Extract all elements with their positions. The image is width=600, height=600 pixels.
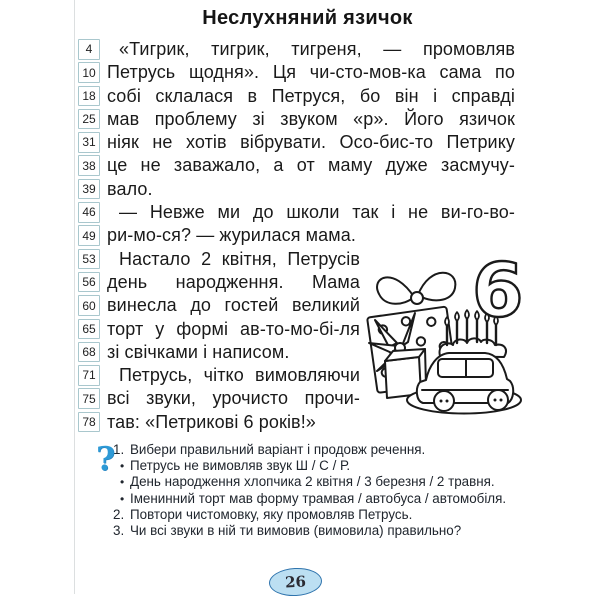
word-count-cell: 18 xyxy=(78,86,100,107)
word-count-cell: 46 xyxy=(78,202,100,223)
question-text: Вибери правильний варіант і продовж речення. xyxy=(130,442,426,457)
line-art-drawing xyxy=(362,250,526,420)
word-count-cell: 56 xyxy=(78,272,100,293)
word-count-cell: 10 xyxy=(78,62,100,83)
passage-line: винесла до гостей великий xyxy=(107,295,360,316)
word-count-cell: 60 xyxy=(78,295,100,316)
word-count-cell: 78 xyxy=(78,412,100,433)
page-number: 26 xyxy=(284,572,307,592)
question-option xyxy=(113,474,573,490)
passage-line: вало. xyxy=(107,178,153,199)
question-item xyxy=(113,442,573,458)
word-count-cell: 71 xyxy=(78,365,100,386)
question-number: 2. xyxy=(113,506,125,522)
question-number: 1. xyxy=(113,442,125,457)
question-text: День народження хлопчика 2 квітня / 3 березня / 2 травня. xyxy=(130,474,495,490)
passage-line: Настало 2 квітня, Петрусів xyxy=(119,248,360,269)
page-title: Неслухняний язичок xyxy=(202,7,413,29)
passage-line: Петрусь щодня». Ця чи-сто-мов-ка сама по xyxy=(107,62,515,83)
word-count-cell: 53 xyxy=(78,249,100,270)
question-item xyxy=(113,523,573,539)
questions-block xyxy=(96,439,573,539)
page-number-badge xyxy=(268,567,322,598)
bullet-icon: • xyxy=(120,475,125,490)
passage-line: — Невже ми до школи так і не ви-го-во- xyxy=(119,202,515,223)
question-text: Петрусь не вимовляв звук Ш / С / Р. xyxy=(130,458,351,474)
passage-line: зі свічками і написом. xyxy=(107,341,290,362)
question-option xyxy=(113,491,573,507)
word-count-cell: 4 xyxy=(78,39,100,60)
question-option xyxy=(113,458,573,474)
question-mark-icon: ? xyxy=(96,439,116,478)
passage-line: всі звуки, урочисто прочи- xyxy=(107,388,360,409)
question-text: Повтори чистомовку, яку промовляв Петрусь. xyxy=(130,506,413,522)
word-count-cell: 75 xyxy=(78,388,100,409)
word-count-cell: 39 xyxy=(78,179,100,200)
word-count-cell: 68 xyxy=(78,342,100,363)
passage-line: «Тигрик, тигрик, тигреня, — промовляв xyxy=(119,39,515,59)
word-count-cell: 49 xyxy=(78,225,100,246)
question-item xyxy=(113,507,573,523)
passage-line: це не заважало, а от маму дуже засмучу- xyxy=(107,155,515,176)
numeral-6: 6 xyxy=(472,250,524,334)
question-text: Чи всі звуки в ній ти вимовив (вимовила) правильно? xyxy=(130,522,462,538)
passage-line: собі склалася в Петруся, бо він і справді xyxy=(107,85,515,106)
page-left-edge xyxy=(74,0,75,594)
passage-line: тав: «Петрикові 6 років!» xyxy=(107,411,316,432)
bullet-icon: • xyxy=(120,491,125,506)
word-count-cell: 25 xyxy=(78,109,100,130)
word-count-cell: 31 xyxy=(78,132,100,153)
passage-line: Петрусь, чітко вимовляючи xyxy=(119,365,360,386)
bullet-icon: • xyxy=(120,459,125,474)
question-text: Іменинний торт мав форму трамвая / автобуса / автомобіля. xyxy=(130,490,507,506)
question-number: 3. xyxy=(113,522,125,538)
birthday-cake-car-illustration xyxy=(362,250,526,420)
word-count-cell: 38 xyxy=(78,155,100,176)
passage-line: мав проблему зі звуком «р». Його язичок xyxy=(107,108,515,129)
passage-line: ніяк не хотів вібрувати. Осо-бис-то Петрику xyxy=(107,132,515,153)
passage-line: торт у формі ав-то-мо-бі-ля xyxy=(107,318,360,339)
passage-line: день народження. Мама xyxy=(107,271,360,292)
word-count-cell: 65 xyxy=(78,319,100,340)
word-count-column xyxy=(78,39,100,435)
passage-line: ри-мо-ся? — журилася мама. xyxy=(107,225,356,246)
